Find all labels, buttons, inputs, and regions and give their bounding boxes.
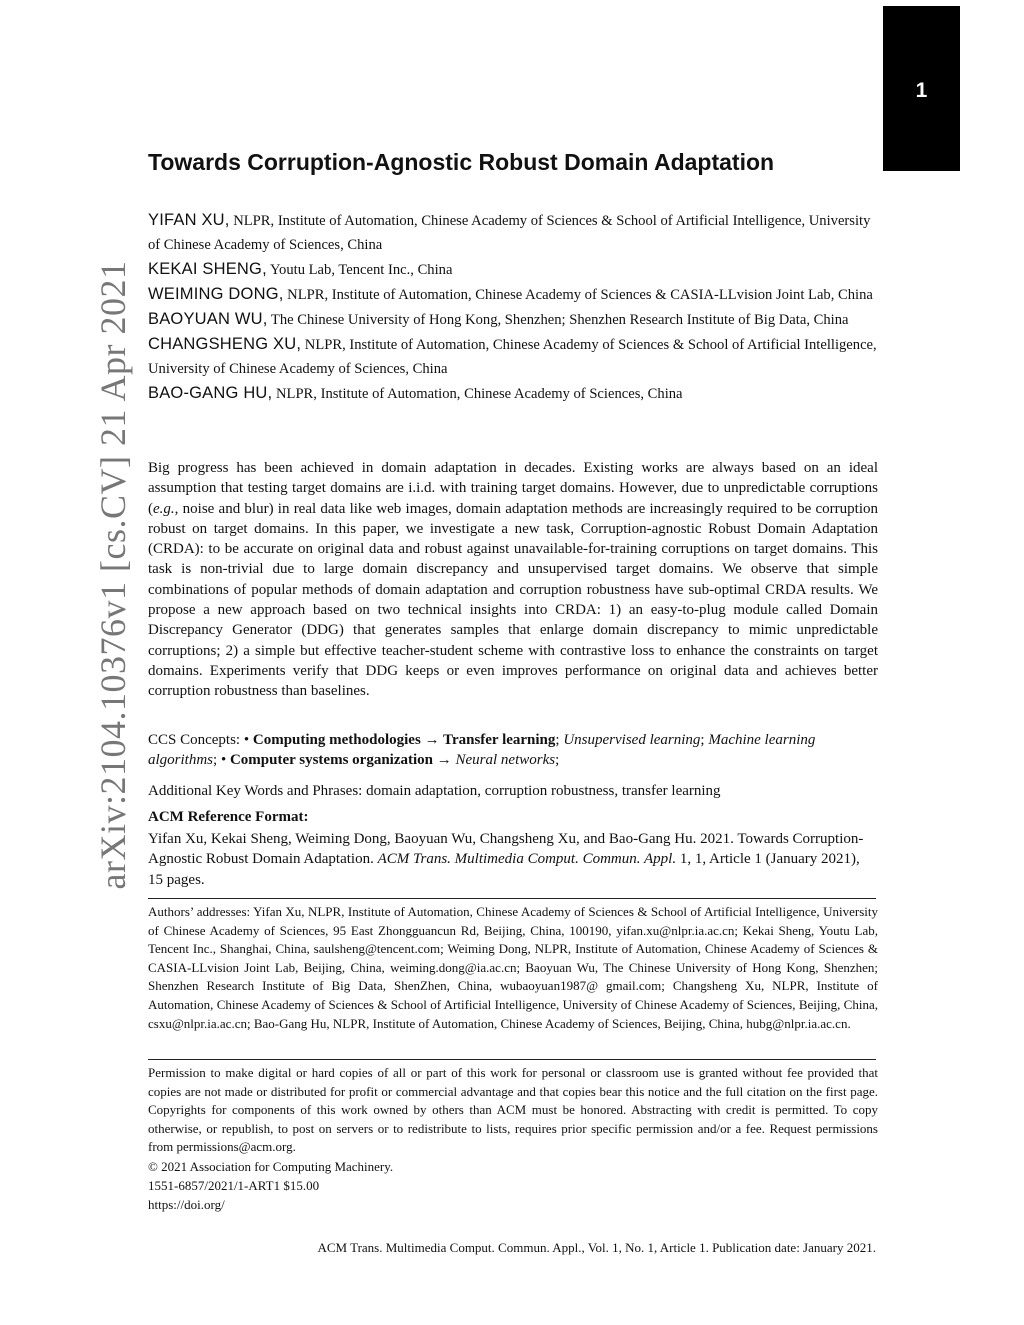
author-entry: [148, 282, 878, 307]
author-name: WEIMING DONG,: [148, 285, 284, 303]
author-entry: [148, 332, 878, 381]
ccs-concepts: [148, 730, 878, 771]
author-affiliation: NLPR, Institute of Automation, Chinese Academy of Sciences & School of Artificial Intelligence, University of Chinese Academy of Sciences, China: [148, 337, 877, 377]
author-name: BAOYUAN WU,: [148, 310, 268, 328]
ccs-arrow: →: [420, 732, 444, 748]
author-entry: [148, 381, 878, 406]
author-name: CHANGSHENG XU,: [148, 335, 302, 353]
arxiv-stamp: arXiv:2104.10376v1 [cs.CV] 21 Apr 2021: [93, 260, 133, 890]
reference-text: Yifan Xu, Kekai Sheng, Weiming Dong, Baoyuan Wu, Changsheng Xu, and Bao-Gang Hu. 2021. Towards Corruption-Agnostic Robust Domain Adaptation.: [148, 831, 864, 868]
permission-notice: Permission to make digital or hard copies of all or part of this work for personal or classroom use is granted without fee provided that copies are not made or distributed for profit or commercial advantage and that copies bear this notice and the full citation on the first page. Copyrights for components of this work owned by others than ACM must be honored. Abstracting with credit is permitted. To copy otherwise, or republish, to post on servers or to redistribute to lists, requires prior specific permission and/or a fee. Request permissions from permissions@acm.org.: [148, 1065, 878, 1155]
ccs-end: ;: [555, 752, 560, 769]
reference-format: [148, 829, 878, 890]
abstract-eg: e.g.: [153, 500, 175, 517]
author-name: YIFAN XU,: [148, 211, 230, 229]
author-affiliation: Youtu Lab, Tencent Inc., China: [266, 262, 453, 278]
author-entry: [148, 307, 878, 332]
ccs-concept: Neural networks: [455, 752, 556, 769]
ccs-concept: Unsupervised learning: [563, 732, 701, 748]
ccs-concept: Transfer learning: [443, 732, 556, 748]
author-affiliation: NLPR, Institute of Automation, Chinese Academy of Sciences & CASIA-LLvision Joint Lab, China: [283, 287, 873, 303]
copyright-line: © 2021 Association for Computing Machinery.: [148, 1159, 394, 1174]
divider: [148, 1059, 876, 1060]
ccs-bullet: •: [243, 732, 253, 748]
ccs-concept: Machine learning algorithms: [148, 732, 816, 769]
ccs-arrow: →: [433, 752, 456, 769]
issn-line: 1551-6857/2021/1-ART1 $15.00: [148, 1178, 320, 1193]
authors-addresses: Authors’ addresses: Yifan Xu, NLPR, Institute of Automation, Chinese Academy of Sciences & School of Artificial Intelligence, University of Chinese Academy of Sciences, 95 East Zhongguancun Rd, Beijing, China, 100190, yifan.xu@nlpr.ia.ac.cn; Kekai Sheng, Youtu Lab, Tencent Inc., Shanghai, China, saulsheng@tencent.com; Weiming Dong, NLPR, Institute of Automation, Chinese Academy of Sciences & CASIA-LLvision Joint Lab, Beijing, China, weiming.dong@ia.ac.cn; Baoyuan Wu, The Chinese University of Hong Kong, Shenzhen; Shenzhen Research Institute of Big Data, ShenZhen, China, wubaoyuan1987@ gmail.com; Changsheng Xu, NLPR, Institute of Automation, Chinese Academy of Sciences & School of Artificial Intelligence, University of Chinese Academy of Sciences, Beijing, China, csxu@nlpr.ia.ac.cn; Bao-Gang Hu, NLPR, Institute of Automation, Chinese Academy of Sciences, Beijing, China, hubg@nlpr.ia.ac.cn.: [148, 904, 878, 1031]
author-affiliation: The Chinese University of Hong Kong, Shenzhen; Shenzhen Research Institute of Big Data, China: [267, 312, 849, 328]
reference-journal: ACM Trans. Multimedia Comput. Commun. Appl.: [377, 851, 677, 868]
author-name: BAO-GANG HU,: [148, 384, 273, 402]
doi-link[interactable]: https://doi.org/: [148, 1197, 225, 1212]
abstract-text: Big progress has been achieved in domain adaptation in decades. Existing works are always based on an ideal assumption that testing target domains are i.i.d. with training target domains. However, due to unpredictable corruptions (: [148, 460, 878, 517]
author-entry: [148, 208, 878, 257]
reference-text-cont: 1, 1, Article 1 (January 2021), 15 pages.: [148, 851, 860, 888]
reference-heading: ACM Reference Format:: [148, 809, 309, 825]
ccs-sep: ;: [213, 752, 221, 769]
author-affiliation: NLPR, Institute of Automation, Chinese Academy of Sciences, China: [272, 386, 683, 402]
page-number: 1: [915, 79, 928, 102]
divider: [148, 898, 876, 899]
ccs-sep: ;: [700, 732, 709, 748]
author-name: KEKAI SHENG,: [148, 260, 267, 278]
ccs-bullet: •: [220, 752, 230, 769]
ccs-label: CCS Concepts:: [148, 732, 244, 748]
ccs-concept: Computing methodologies: [252, 732, 421, 748]
page-footer: ACM Trans. Multimedia Comput. Commun. Appl., Vol. 1, No. 1, Article 1. Publication date: January 2021.: [317, 1240, 876, 1255]
abstract-text-cont: , noise and blur) in real data like web images, domain adaptation methods are increasingly required to be corruption robust on target domains. In this paper, we investigate a new task, Corruption-agnostic Robust Domain Adaptation (CRDA): to be accurate on original data and robust against unavailable-for-training corruptions on target domains. This task is non-trivial due to large domain discrepancy and unsupervised target domains. We observe that simple combinations of popular methods of domain adaptation and corruption robustness have sub-optimal CRDA results. We propose a new approach based on two technical insights into CRDA: 1) an easy-to-plug module called Domain Discrepancy Generator (DDG) that generates samples that enlarge domain discrepancy to mimic unpredictable corruptions; 2) a simple but effective teacher-student scheme with contrastive loss to enhance the constraints on target domains. Experiments verify that DDG keeps or even improves performance on original data and achieves better corruption robustness than baselines.: [148, 500, 878, 700]
author-list: [148, 208, 878, 406]
abstract: [148, 458, 878, 702]
paper-title: Towards Corruption-Agnostic Robust Domain Adaptation: [148, 149, 775, 175]
author-affiliation: NLPR, Institute of Automation, Chinese Academy of Sciences & School of Artificial Intelligence, University of Chinese Academy of Sciences, China: [148, 213, 871, 253]
ccs-sep: ;: [555, 732, 564, 748]
author-entry: [148, 257, 878, 282]
page-number-tab: [883, 6, 960, 171]
keywords: Additional Key Words and Phrases: domain adaptation, corruption robustness, transfer learning: [148, 783, 721, 799]
ccs-concept: Computer systems organization: [229, 752, 433, 769]
